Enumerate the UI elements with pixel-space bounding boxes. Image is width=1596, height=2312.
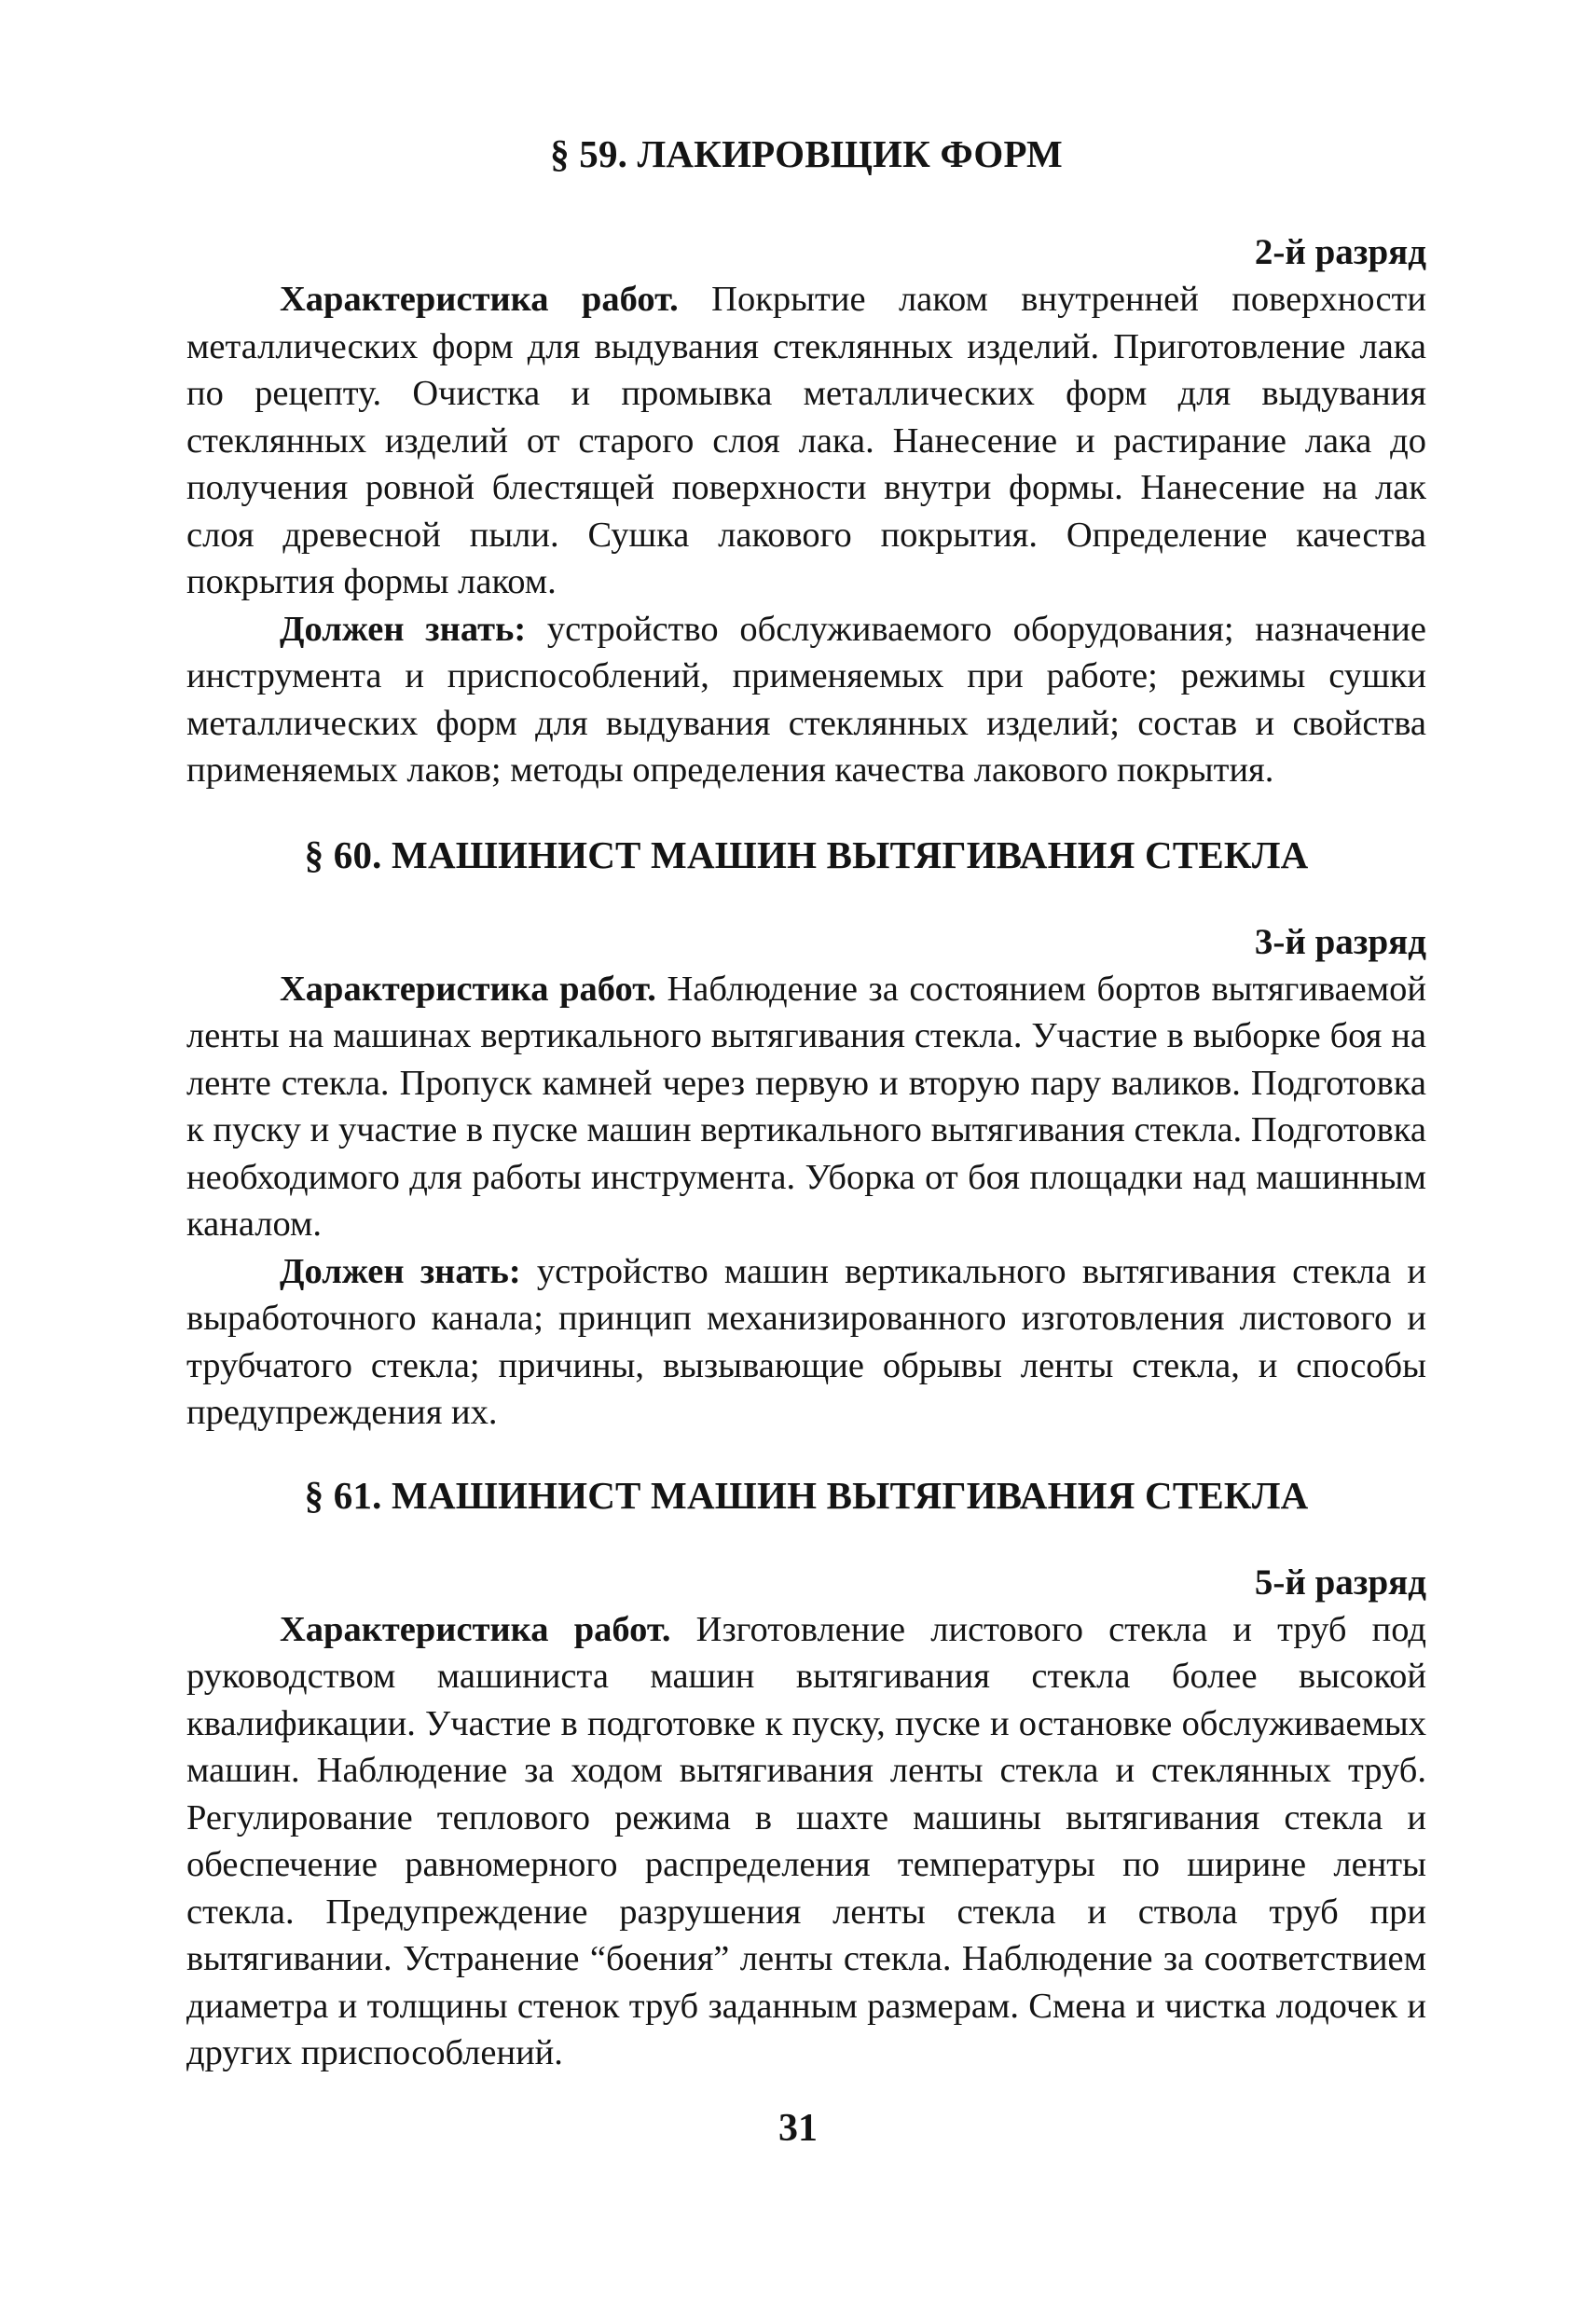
section-60-knowledge-text: устройство машин вертикального вытягивания стекла и выработочного канала; принцип механизированного изготовления листового и трубчатого стекла; причины, вызывающие обрывы ленты стекла, и способы предупреждения их. xyxy=(186,1251,1426,1432)
section-60-knowledge xyxy=(186,1248,1426,1437)
section-60-characteristics-text: Наблюдение за состоянием бортов вытягиваемой ленты на машинах вертикального вытягивания стекла. Участие в выборке боя на ленте стекла. Пропуск камней через первую и вторую пару валиков. Подготовка к пуску и участие в пуске машин вертикального вытягивания стекла. Подготовка необходимого для работы инструмента. Уборка от боя площадки над машинным каналом. xyxy=(186,969,1426,1244)
section-60-characteristics xyxy=(186,966,1426,1248)
section-59-characteristics-label: Характеристика работ. xyxy=(280,280,679,319)
section-61-grade: 5-й разряд xyxy=(1254,1562,1426,1603)
section-61-characteristics-text: Изготовление листового стекла и труб под руководством машиниста машин вытягивания стекла более высокой квалификации. Участие в подготовке к пуску, пуске и остановке обслуживаемых машин. Наблюдение за ходом вытягивания ленты стекла и стеклянных труб. Регулирование теплового режима в шахте машины вытягивания стекла и обеспечение равномерного распределения температуры по ширине ленты стекла. Предупреждение разрушения ленты стекла и ствола труб при вытягивании. Устранение “боения” ленты стекла. Наблюдение за соответствием диаметра и толщины стенок труб заданным размерам. Смена и чистка лодочек и других приспособлений. xyxy=(186,1609,1426,2072)
section-59-knowledge-text: устройство обслуживаемого оборудования; назначение инструмента и приспособлений, применяемых при работе; режимы сушки металлических форм для выдувания стеклянных изделий; состав и свойства применяемых лаков; методы определения качества лакового покрытия. xyxy=(186,609,1426,790)
section-60-knowledge-label: Должен знать: xyxy=(280,1251,521,1291)
section-61-title: § 61. МАШИНИСТ МАШИН ВЫТЯГИВАНИЯ СТЕКЛА xyxy=(304,1473,1309,1517)
section-59-knowledge xyxy=(186,606,1426,794)
section-59-grade: 2-й разряд xyxy=(1254,232,1426,272)
section-60-grade: 3-й разряд xyxy=(1254,921,1426,962)
section-61-characteristics-label: Характеристика работ. xyxy=(280,1609,671,1649)
section-59-characteristics xyxy=(186,276,1426,606)
document-page xyxy=(186,131,1426,2077)
section-59-characteristics-text: Покрытие лаком внутренней поверхности металлических форм для выдувания стеклянных изделий. Приготовление лака по рецепту. Очистка и промывка металлических форм для выдувания стеклянных изделий от старого слоя лака. Нанесение и растирание лака до получения ровной блестящей поверхности внутри формы. Нанесение на лак слоя древесной пыли. Сушка лакового покрытия. Определение качества покрытия формы лаком. xyxy=(186,280,1426,601)
section-60-title: § 60. МАШИНИСТ МАШИН ВЫТЯГИВАНИЯ СТЕКЛА xyxy=(304,833,1309,876)
section-59-title: § 59. ЛАКИРОВЩИК ФОРМ xyxy=(550,132,1063,175)
section-61-characteristics xyxy=(186,1606,1426,2077)
page-number: 31 xyxy=(778,2107,818,2150)
section-60-characteristics-label: Характеристика работ. xyxy=(280,969,656,1009)
section-59-knowledge-label: Должен знать: xyxy=(280,609,527,649)
